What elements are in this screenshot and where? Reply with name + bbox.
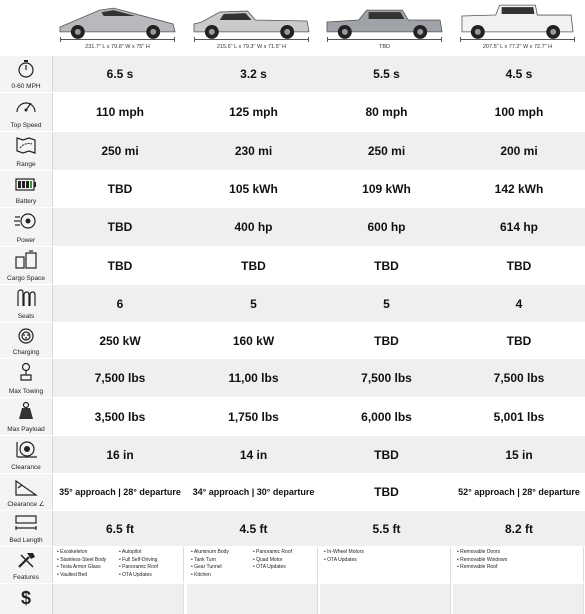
spec-value: 6.5 s <box>53 56 188 92</box>
truck-column <box>452 0 583 54</box>
spec-value: 4 <box>453 285 585 322</box>
spec-value: TBD <box>453 323 585 358</box>
feature-item: • Full Self-Driving <box>119 557 158 565</box>
truck-image <box>323 2 446 40</box>
tools-icon <box>13 549 39 571</box>
row-label-cell <box>0 474 53 510</box>
row-label-cell <box>0 285 53 322</box>
truck-image <box>56 2 179 40</box>
dimension-line <box>327 39 442 40</box>
spec-value: 6.5 ft <box>53 511 188 546</box>
map-range-icon <box>13 134 39 156</box>
row-label-cell <box>0 511 53 546</box>
dimension-line <box>60 39 175 40</box>
feature-item: • Aluminum Body <box>191 549 229 557</box>
row-label: Range <box>16 161 36 168</box>
spec-value: 105 kWh <box>187 171 321 207</box>
spec-value: 5,001 lbs <box>453 398 585 435</box>
feature-item: • Quad Motor <box>253 557 292 565</box>
truck-column <box>319 0 450 54</box>
speedometer-icon <box>13 95 39 117</box>
spec-value: 109 kWh <box>320 171 454 207</box>
features-row <box>0 547 585 583</box>
spec-value: TBD <box>320 247 454 284</box>
row-label-cell <box>0 171 53 207</box>
spec-value: TBD <box>320 474 454 510</box>
spec-row <box>0 398 585 435</box>
spec-value: 250 mi <box>53 132 188 170</box>
spec-value: 15 in <box>453 436 585 473</box>
spec-value: TBD <box>53 208 188 246</box>
feature-item: • Panoramic Roof <box>253 549 292 557</box>
spec-value: 125 mph <box>187 93 321 131</box>
features-list <box>57 549 106 579</box>
feature-item: • Removable Windows <box>457 557 507 565</box>
spec-value: 7,500 lbs <box>320 359 454 397</box>
price-cell <box>187 584 318 614</box>
truck-column <box>52 0 183 54</box>
spec-value: 6,000 lbs <box>320 398 454 435</box>
feature-item: • Stainless-Steel Body <box>57 557 106 565</box>
spec-value: 4.5 ft <box>187 511 321 546</box>
spec-row <box>0 436 585 473</box>
truck-dimensions: TBD <box>379 44 390 50</box>
wheel-clearance-icon <box>13 438 39 460</box>
spec-value: 3.2 s <box>187 56 321 92</box>
row-label: Clearance <box>11 464 41 471</box>
spec-value: 3,500 lbs <box>53 398 188 435</box>
row-label-cell <box>0 436 53 473</box>
spec-value: 34° approach | 30° departure <box>187 474 321 510</box>
charging-icon <box>13 325 39 347</box>
row-label-cell <box>0 247 53 284</box>
features-list <box>119 549 158 579</box>
features-cell <box>453 547 584 583</box>
price-row <box>0 584 585 614</box>
row-label: Power <box>16 237 36 244</box>
row-label-cell <box>0 208 53 246</box>
spec-row <box>0 93 585 131</box>
feature-item: • Kitchen <box>191 572 229 580</box>
stopwatch-icon <box>13 58 39 80</box>
row-label: Seats <box>17 313 35 320</box>
svg-text:$: $ <box>21 588 32 608</box>
spec-value: 5 <box>187 285 321 322</box>
feature-item: • Tank Turn <box>191 557 229 565</box>
spec-value: 35° approach | 28° departure <box>53 474 188 510</box>
spec-value: 7,500 lbs <box>53 359 188 397</box>
row-label: Bed Length <box>9 537 43 544</box>
feature-item: • Gear Tunnel <box>191 564 229 572</box>
battery-icon <box>13 173 39 195</box>
feature-item: • Panoramic Roof <box>119 564 158 572</box>
truck-image <box>190 2 313 40</box>
spec-row <box>0 208 585 246</box>
spec-value: 5 <box>320 285 454 322</box>
truck-dimensions: 231.7" L x 79.8" W x 75" H <box>85 44 150 50</box>
row-label: Top Speed <box>10 122 42 129</box>
feature-item: • OTA Updates <box>119 572 158 580</box>
feature-item: • Tesla Armor Glass <box>57 564 106 572</box>
price-cell <box>53 584 184 614</box>
spec-value: 250 kW <box>53 323 188 358</box>
luggage-icon <box>13 249 39 271</box>
feature-item: • Autopilot <box>119 549 158 557</box>
spec-value: 230 mi <box>187 132 321 170</box>
row-label: Battery <box>15 198 37 205</box>
spec-value: 600 hp <box>320 208 454 246</box>
spec-row <box>0 511 585 546</box>
features-cell <box>53 547 184 583</box>
spec-value: TBD <box>320 323 454 358</box>
dimension-line <box>460 39 575 40</box>
feature-item: • Removable Roof <box>457 564 507 572</box>
motor-icon <box>13 210 39 232</box>
price-cell <box>453 584 584 614</box>
row-label: Charging <box>12 349 40 356</box>
spec-value: TBD <box>53 247 188 284</box>
features-list <box>253 549 292 572</box>
feature-item: • OTA Updates <box>324 557 364 565</box>
row-label: Clearance ∠ <box>7 501 45 508</box>
truck-header <box>0 0 585 54</box>
spec-value: 14 in <box>187 436 321 473</box>
angle-icon <box>13 476 39 498</box>
spec-value: 80 mph <box>320 93 454 131</box>
weight-icon <box>13 400 39 422</box>
row-label-cell <box>0 323 53 358</box>
seats-icon <box>13 287 39 309</box>
spec-row <box>0 359 585 397</box>
bed-ruler-icon <box>13 513 39 535</box>
row-label-cell <box>0 132 53 170</box>
spec-row <box>0 323 585 358</box>
row-label-cell <box>0 56 53 92</box>
spec-value: TBD <box>320 436 454 473</box>
spec-row <box>0 247 585 284</box>
feature-item: • Vaulted Bed <box>57 572 106 580</box>
features-list <box>324 549 364 564</box>
spec-value: 400 hp <box>187 208 321 246</box>
tow-hitch-icon <box>13 361 39 383</box>
feature-item: • In-Wheel Motors <box>324 549 364 557</box>
dimension-line <box>194 39 309 40</box>
spec-value: TBD <box>453 247 585 284</box>
row-label-cell <box>0 547 53 583</box>
spec-value: 7,500 lbs <box>453 359 585 397</box>
spec-value: 52° approach | 28° departure <box>453 474 585 510</box>
truck-column <box>186 0 317 54</box>
truck-dimensions: 207.5" L x 77.2" W x 72.7" H <box>482 44 553 50</box>
spec-row <box>0 285 585 322</box>
feature-item: • OTA Updates <box>253 564 292 572</box>
spec-value: TBD <box>187 247 321 284</box>
spec-value: 160 kW <box>187 323 321 358</box>
features-list <box>457 549 507 572</box>
features-list <box>191 549 229 579</box>
features-cell <box>320 547 451 583</box>
spec-row <box>0 56 585 92</box>
spec-value: 200 mi <box>453 132 585 170</box>
spec-row <box>0 132 585 170</box>
row-label-cell <box>0 398 53 435</box>
spec-value: 4.5 s <box>453 56 585 92</box>
spec-value: TBD <box>53 171 188 207</box>
spec-value: 8.2 ft <box>453 511 585 546</box>
spec-row <box>0 171 585 207</box>
feature-item: • Exoskeleton <box>57 549 106 557</box>
row-label-cell <box>0 93 53 131</box>
spec-value: 110 mph <box>53 93 188 131</box>
row-label-cell <box>0 584 53 614</box>
truck-image <box>456 2 579 40</box>
price-cell <box>320 584 451 614</box>
row-label-cell <box>0 359 53 397</box>
row-label: Max Towing <box>8 388 44 395</box>
spec-value: 6 <box>53 285 188 322</box>
spec-row <box>0 474 585 510</box>
spec-value: 1,750 lbs <box>187 398 321 435</box>
spec-value: 5.5 s <box>320 56 454 92</box>
truck-dimensions: 215.6" L x 79.3" W x 71.5" H <box>216 44 287 50</box>
feature-item: • Removable Doors <box>457 549 507 557</box>
spec-value: 100 mph <box>453 93 585 131</box>
spec-value: 250 mi <box>320 132 454 170</box>
row-label: 0-60 MPH <box>11 83 41 90</box>
spec-value: 614 hp <box>453 208 585 246</box>
dollar-icon <box>13 586 39 608</box>
spec-value: 142 kWh <box>453 171 585 207</box>
spec-value: 11,00 lbs <box>187 359 321 397</box>
row-label: Max Payload <box>7 426 45 433</box>
row-label: Cargo Space <box>7 275 45 282</box>
spec-value: 5.5 ft <box>320 511 454 546</box>
spec-value: 16 in <box>53 436 188 473</box>
features-cell <box>187 547 318 583</box>
row-label: Features <box>13 574 39 581</box>
